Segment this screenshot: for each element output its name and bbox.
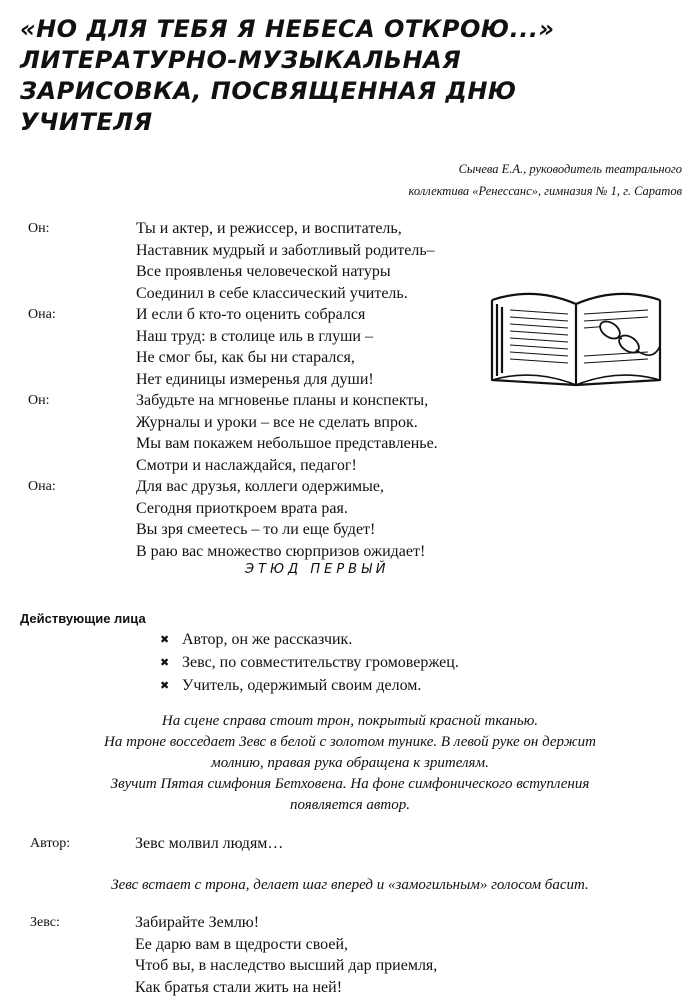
x-mark-icon: ✖: [160, 633, 170, 646]
speech: [30, 833, 283, 855]
x-mark-icon: ✖: [160, 656, 170, 669]
cast-item: [160, 628, 459, 651]
speech: [28, 218, 498, 304]
verse-line: Журналы и уроки – все не сделать впрок.: [136, 413, 418, 431]
stage-direction-line: молнию, правая рука обращена к зрителям.: [211, 755, 489, 771]
cast-item-text: Зевс, по совместительству громовержец.: [182, 653, 459, 671]
speech: [30, 912, 437, 998]
cast-item: [160, 651, 459, 674]
author-line: Сычева Е.А., руководитель театрального: [458, 162, 682, 176]
speech: [28, 390, 498, 476]
verse-line: Мы вам покажем небольшое представленье.: [136, 435, 438, 452]
stage-direction-line: Зевс встает с трона, делает шаг вперед и «замогильным» голосом басит.: [111, 877, 589, 893]
cast-item-text: Автор, он же рассказчик.: [182, 630, 353, 648]
cast-label: Действующие лица: [20, 611, 146, 626]
verse-line: Наш труд: в столице иль в глуши –: [136, 327, 373, 345]
verse-line: Зевс молвил людям…: [135, 835, 284, 852]
open-book-with-glasses-icon: [488, 280, 668, 395]
verse-line: Ее дарю вам в щедрости своей,: [135, 935, 349, 953]
speaker-label: Она:: [28, 479, 56, 494]
verse-line: Все проявленья человеческой натуры: [136, 263, 391, 280]
speech-lines: [136, 390, 438, 476]
verse-line: Соединил в себе классический учитель.: [136, 284, 408, 302]
cast-list: [160, 628, 459, 697]
title-line: УЧИТЕЛЯ: [20, 108, 153, 136]
speaker-label: Он:: [28, 221, 50, 236]
verse-line: И если б кто-то оценить собрался: [136, 306, 366, 323]
speech: [28, 304, 498, 390]
speaker-label: Зевс:: [30, 915, 60, 930]
document-title: [20, 14, 680, 138]
verse-line: В раю вас множество сюрпризов ожидает!: [136, 542, 426, 560]
verse-line: Забудьте на мгновенье планы и конспекты,: [136, 392, 429, 409]
stage-direction-line: появляется автор.: [289, 797, 411, 813]
stage-direction: [20, 711, 680, 816]
verse-line: Наставник мудрый и заботливый родитель–: [136, 241, 435, 259]
stage-direction-line: На троне восседает Зевс в белой с золотом тунике. В левой руке он держит: [104, 734, 596, 750]
title-line: ЗАРИСОВКА, ПОСВЯЩЕННАЯ ДНЮ: [20, 77, 517, 105]
verse-line: Сегодня приоткроем врата рая.: [136, 499, 348, 517]
speaker-label: Автор:: [30, 836, 71, 851]
stage-direction: [20, 875, 680, 896]
verse-line: Ты и актер, и режиссер, и воспитатель,: [136, 220, 402, 237]
speech: [28, 476, 498, 562]
speech-lines: [135, 912, 437, 998]
verse-line: Забирайте Землю!: [135, 914, 260, 931]
speech-lines: [135, 833, 283, 855]
title-line: «НО ДЛЯ ТЕБЯ Я НЕБЕСА ОТКРОЮ...»: [20, 15, 555, 43]
scene-heading: ЭТЮД ПЕРВЫЙ: [245, 562, 390, 577]
speech-lines: [136, 476, 425, 562]
stage-direction-line: Звучит Пятая симфония Бетховена. На фоне симфонического вступления: [110, 776, 590, 792]
author-credit: [409, 158, 682, 202]
stage-direction-line: На сцене справа стоит трон, покрытый красной тканью.: [161, 713, 539, 729]
x-mark-icon: ✖: [160, 679, 170, 692]
verse-line: Вы зря смеетесь – то ли еще будет!: [136, 521, 376, 538]
speech-lines: [136, 304, 374, 390]
cast-item: [160, 674, 459, 697]
title-line: ЛИТЕРАТУРНО-МУЗЫКАЛЬНАЯ: [20, 46, 462, 74]
verse-line: Как братья стали жить на ней!: [135, 978, 343, 996]
verse-line: Чтоб вы, в наследство высший дар приемля,: [135, 957, 438, 974]
author-line: коллектива «Ренессанс», гимназия № 1, г. Саратов: [408, 184, 682, 198]
speaker-label: Он:: [28, 393, 50, 408]
cast-item-text: Учитель, одержимый своим делом.: [182, 676, 422, 694]
verse-line: Для вас друзья, коллеги одержимые,: [136, 478, 385, 495]
verse-line: Смотри и наслаждайся, педагог!: [136, 456, 357, 474]
speaker-label: Она:: [28, 307, 56, 322]
dialogue-block: [28, 218, 498, 562]
verse-line: Не смог бы, как бы ни старался,: [136, 349, 355, 366]
speech-lines: [136, 218, 435, 304]
verse-line: Нет единицы измеренья для души!: [136, 370, 374, 388]
